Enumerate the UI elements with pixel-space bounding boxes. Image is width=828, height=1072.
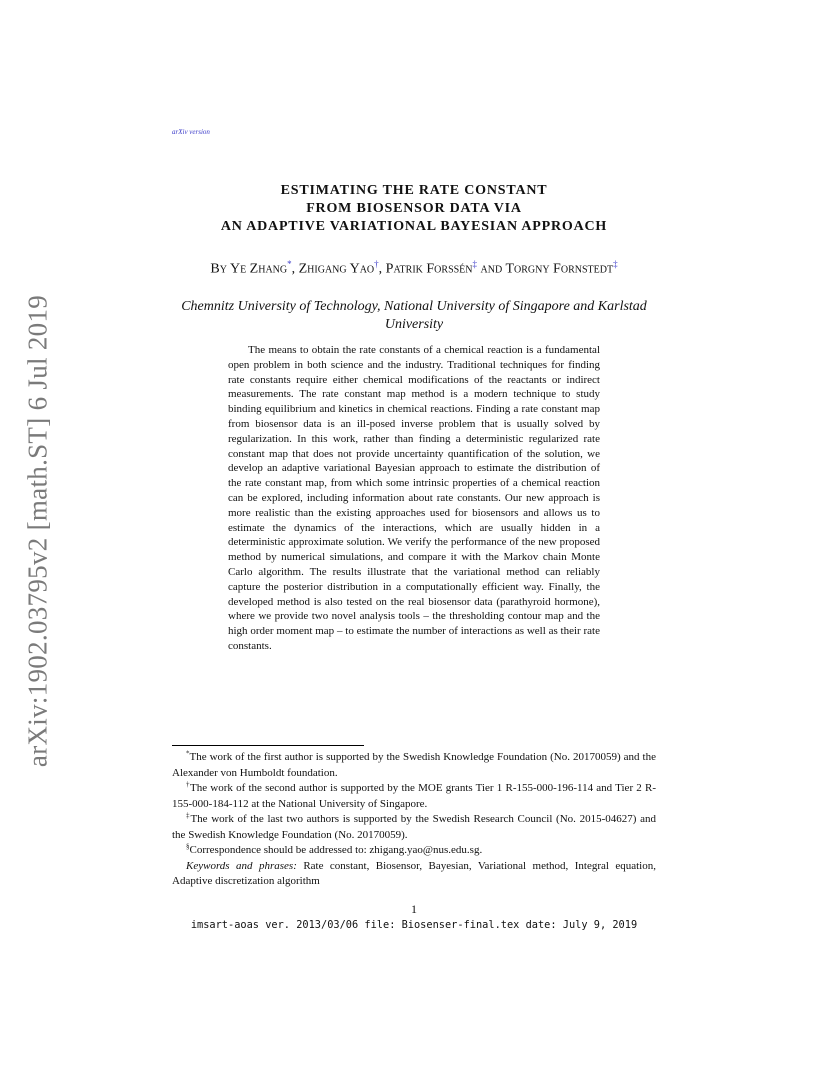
footnote	[172, 843, 656, 859]
title-line: FROM BIOSENSOR DATA VIA	[306, 201, 522, 216]
footnote-text: The work of the last two authors is supported by the Swedish Research Council (No. 2015-04627) and the Swedish Knowledge Foundation (No. 20170059).	[172, 813, 656, 841]
footnote	[172, 781, 656, 812]
footnote-text: The work of the second author is supported by the MOE grants Tier 1 R-155-000-196-114 and Tier 2 R-155-000-184-112 at the National University of Singapore.	[172, 782, 657, 810]
keywords-text: Rate constant, Biosensor, Bayesian, Variational method, Integral equation, Adaptive discretization algorithm	[172, 859, 656, 887]
abstract	[228, 343, 600, 654]
abstract-text: The means to obtain the rate constants of a chemical reaction is a fundamental open problem in both science and the industry. Traditional techniques for finding rate constants require either chemical modifications of the reactants or indirect measurements. The rate constant map method is a modern technique to study binding equilibrium and kinetics in chemical reactions. Finding a rate constant map from biosensor data is an ill-posed inverse problem that is usually solved by regularization. In this work, rather than finding a deterministic regularized rate constant map that does not provide uncertainty quantification of the solution, we develop an adaptive variational Bayesian approach to estimate the distribution of the rate constant map, from which some intrinsic properties of a chemical reaction can be explored, including information about rate constants. Our new approach is more realistic than the existing approaches used for biosensors and allows us to estimate the dynamics of the interactions, which are usually hidden in a deterministic approximate solution. We verify the performance of the new proposed method by numerical simulations, and compare it with the Markov chain Monte Carlo algorithm. The results illustrate that the variational method can reliably capture the posterior distribution in a computationally efficient way. Finally, the developed method is also tested on the real biosensor data (parathyroid hormone), where we provide two novel analysis tools – the thresholding contour map and the high order moment map – to estimate the number of interactions as well as their rate constants.	[228, 344, 600, 652]
footnote	[172, 750, 656, 781]
author-name: Torgny Fornstedt	[505, 261, 614, 277]
arxiv-version-link[interactable]: arXiv version	[172, 128, 210, 136]
by-label: By	[210, 261, 230, 277]
footnote-mark-link[interactable]: *	[287, 259, 292, 269]
paper-title	[172, 182, 656, 236]
footnote	[172, 812, 656, 843]
footnote-mark-link[interactable]: †	[374, 259, 379, 269]
footnote-rule	[172, 745, 364, 746]
footnote-text: The work of the first author is supported by the Swedish Knowledge Foundation (No. 20170059) and the Alexander von Humboldt foundation.	[172, 751, 656, 779]
footnote-text: Correspondence should be addressed to: zhigang.yao@nus.edu.sg.	[189, 844, 483, 856]
author-name: Zhigang Yao	[298, 261, 375, 277]
keywords	[172, 859, 656, 890]
footnote-mark: *	[186, 749, 190, 758]
footnote-mark: §	[186, 842, 190, 851]
title-line: ESTIMATING THE RATE CONSTANT	[280, 183, 548, 198]
arxiv-side-label: arXiv:1902.03795v2 [math.ST] 6 Jul 2019	[22, 294, 53, 768]
footnote-mark: †	[186, 780, 190, 789]
footnote-mark-link[interactable]: ‡	[613, 259, 618, 269]
author-name: Patrik Forssén	[385, 261, 473, 277]
author-separator: ,	[291, 261, 299, 277]
footnotes	[172, 750, 656, 890]
keywords-label: Keywords and phrases:	[186, 859, 297, 872]
footnote-mark-link[interactable]: ‡	[472, 259, 478, 269]
author-separator: and	[477, 261, 506, 277]
page-footer: imsart-aoas ver. 2013/03/06 file: Biosenser-final.tex date: July 9, 2019	[190, 919, 638, 931]
author-separator: ,	[378, 261, 386, 277]
author-list	[172, 256, 656, 278]
author-name: Ye Zhang	[229, 261, 288, 277]
title-line: AN ADAPTIVE VARIATIONAL BAYESIAN APPROACH	[220, 219, 608, 234]
affiliation: Chemnitz University of Technology, National University of Singapore and Karlstad University	[181, 299, 647, 332]
page-number: 1	[411, 902, 417, 916]
footnote-mark: ‡	[186, 811, 191, 820]
